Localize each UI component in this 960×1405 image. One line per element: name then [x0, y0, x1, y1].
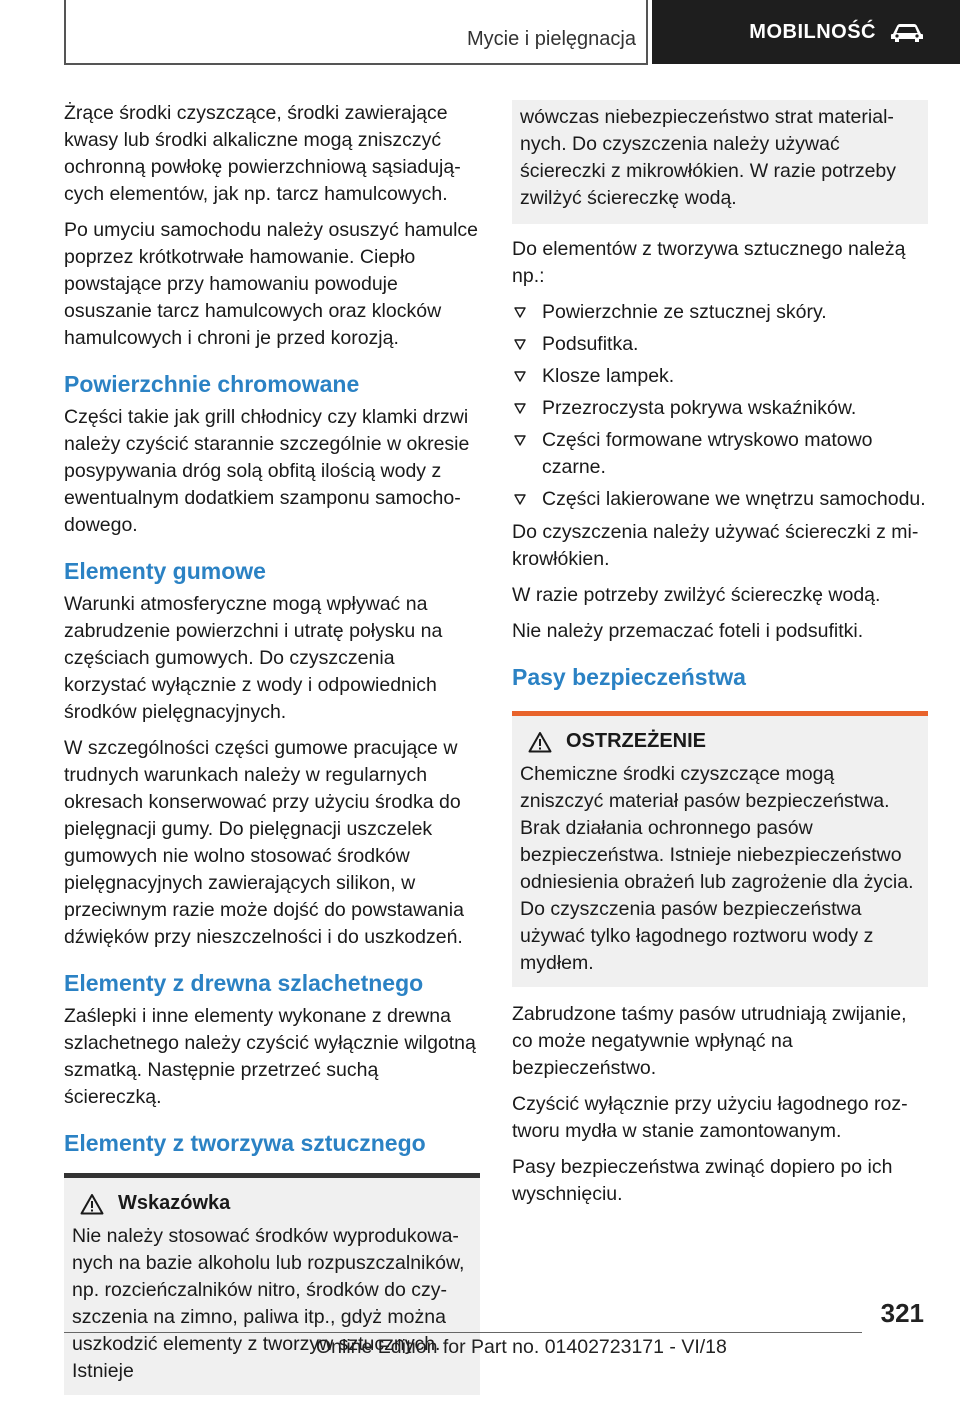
- header-chapter-bar: [652, 0, 960, 64]
- triangle-bullet-icon: [514, 339, 526, 350]
- triangle-bullet-icon: [514, 371, 526, 382]
- list-item-text: Podsufitka.: [542, 333, 639, 355]
- paragraph-rubber-2: W szczególności części gumowe pracujące w trudnych warunkach należy w regularnych okresach konserwować przy użyciu środka do pielęgnacji gumy. Do pielęgnacji uszczelek gumowych nie wolno stosować środków pielęgnacyjnych zawierających silikon, w przeciwnym razie może dojść do powstawania dźwięków przy nieszczelności i do uszkodzeń.: [64, 737, 464, 948]
- header-section-title: Mycie i pielęgnacja: [467, 28, 636, 50]
- triangle-bullet-icon: [514, 403, 526, 414]
- left-column: [64, 100, 480, 1405]
- warning-box-title: [520, 730, 920, 753]
- triangle-bullet-icon: [514, 494, 526, 505]
- plastic-parts-list: [512, 299, 928, 513]
- heading-seat-belts: Pasy bezpieczeństwa: [512, 664, 746, 690]
- note-box-continued: [512, 100, 928, 224]
- list-item-text: Powierzchnie ze sztucznej skóry.: [542, 301, 827, 323]
- list-item: [512, 395, 928, 422]
- list-item-text: Części formowane wtryskowo matowo czarne.: [542, 429, 873, 478]
- triangle-bullet-icon: [514, 307, 526, 318]
- warning-box: [512, 716, 928, 987]
- list-item: [512, 427, 928, 481]
- note-box: [64, 1178, 480, 1395]
- paragraph-microfiber: Do czyszczenia należy używać ściereczki z mikrowłókien.: [512, 521, 919, 570]
- heading-chrome-surfaces: Powierzchnie chromowane: [64, 371, 360, 397]
- paragraph-clean-belts: Czyścić wyłącznie przy użyciu łagodnego roztworu mydła w stanie zamontowanym.: [512, 1093, 908, 1142]
- paragraph-no-soaking: Nie należy przemaczać foteli i podsufitki.: [512, 620, 864, 642]
- list-item-text: Klosze lampek.: [542, 365, 675, 387]
- header-chapter-label: MOBILNOŚĆ: [749, 20, 876, 43]
- paragraph-wet-cloth: W razie potrzeby zwilżyć ściereczkę wodą.: [512, 584, 881, 606]
- car-icon: [890, 21, 924, 43]
- note-text-continued: wówczas niebezpieczeństwo strat materialnych. Do czyszczenia należy używać ściereczki z mikrowłókien. W razie potrzeby zwilżyć ściereczkę wodą.: [520, 106, 897, 209]
- paragraph-retract-belts: Pasy bezpieczeństwa zwinąć dopiero po ich wyschnięciu.: [512, 1156, 893, 1205]
- paragraph-plastic-intro: Do elementów z tworzywa sztucznego należą np.:: [512, 238, 906, 287]
- header-mid-rule: [646, 0, 648, 64]
- paragraph-dry-brakes: Po umyciu samochodu należy osuszyć hamulce poprzez krótkotrwałe hamowanie. Ciepło powstające przy hamowaniu powoduje osuszanie tarcz hamulcowych oraz klocków hamulcowych i chroni je przed korozją.: [64, 219, 479, 349]
- paragraph-corrosive-cleaners: Żrące środki czyszczące, środki zawierające kwasy lub środki alkaliczne mogą zniszczyć ochronną powłokę powierzchniową sąsiadujących elementów, jak np. tarcz hamulcowych.: [64, 102, 461, 205]
- paragraph-fine-wood: Zaślepki i inne elementy wykonane z drewna szlachetnego należy czyścić wyłącznie wilgotną szmatką. Następnie przetrzeć suchą ściereczką.: [64, 1005, 476, 1108]
- list-item: [512, 299, 928, 326]
- note-box-title: [72, 1192, 472, 1215]
- paragraph-dirty-belts: Zabrudzone taśmy pasów utrudniają zwijanie, co może negatywnie wpłynąć na bezpieczeństwo.: [512, 1003, 907, 1079]
- warning-triangle-icon: [80, 1193, 104, 1215]
- list-item: [512, 331, 928, 358]
- note-text: Nie należy stosować środków wyprodukowanych na bazie alkoholu lub rozpuszczalników, np. rozcieńczalników nitro, środków do czyszczenia na zimno, paliwa itp., gdyż można uszkodzić elementy z tworzyw sztucznych. Istnieje: [72, 1225, 465, 1382]
- warning-triangle-icon: [528, 731, 552, 753]
- heading-rubber-parts: Elementy gumowe: [64, 558, 266, 584]
- heading-fine-wood: Elementy z drewna szlachetnego: [64, 970, 424, 996]
- page-number: 321: [880, 1298, 924, 1328]
- paragraph-chrome: Części takie jak grill chłodnicy czy klamki drzwi należy czyścić starannie szczególnie w okresie posypywania dróg solą obfitą ilością wody z ewentualnym dodatkiem szamponu samochodowego.: [64, 406, 470, 536]
- list-item-text: Części lakierowane we wnętrzu samochodu.: [542, 488, 926, 510]
- right-column: [512, 100, 928, 1217]
- header-left-rule: [64, 0, 66, 64]
- list-item-text: Przezroczysta pokrywa wskaźników.: [542, 397, 857, 419]
- footer-rule: [64, 1332, 862, 1333]
- warning-text: Chemiczne środki czyszczące mogą zniszczyć materiał pasów bezpieczeństwa. Brak działania ochronnego pasów bezpieczeństwa. Istnieje niebezpieczeństwo odniesienia obrażeń lub zagrożenie dla życia. Do czyszczenia pasów bezpieczeństwa używać tylko łagodnego roztworu wody z mydłem.: [520, 763, 914, 974]
- heading-plastic-parts: Elementy z tworzywa sztucznego: [64, 1130, 426, 1156]
- header-bottom-rule: [64, 63, 648, 65]
- list-item: [512, 486, 928, 513]
- note-title: Wskazówka: [118, 1192, 231, 1214]
- warning-title: OSTRZEŻENIE: [566, 730, 707, 752]
- list-item: [512, 363, 928, 390]
- triangle-bullet-icon: [514, 435, 526, 446]
- paragraph-rubber-1: Warunki atmosferyczne mogą wpływać na zabrudzenie powierzchni i utratę połysku na częściach gumowych. Do czyszczenia korzystać wyłącznie z wody i odpowiednich środków pielęgnacyjnych.: [64, 593, 443, 723]
- footer-edition: Online Edition for Part no. 01402723171 - VI/18: [316, 1336, 727, 1358]
